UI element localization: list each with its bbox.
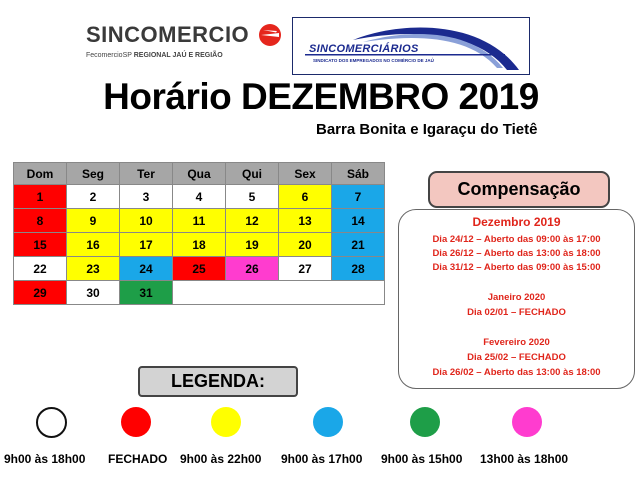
calendar-day-19: 19: [226, 233, 279, 257]
december-calendar: [13, 162, 385, 305]
calendar-day-20: 20: [279, 233, 332, 257]
legend-blu-dot-icon: [313, 407, 343, 437]
calendar-day-22: 22: [14, 257, 67, 281]
calendar-body: [14, 185, 385, 305]
calendar-day-13: 13: [279, 209, 332, 233]
calendar-day-29: 29: [14, 281, 67, 305]
calendar-empty-cell: [173, 281, 385, 305]
sincomerciarios-logo: [292, 17, 530, 75]
calendar-day-26: 26: [226, 257, 279, 281]
calendar-day-1: 1: [14, 185, 67, 209]
legend-label: 9h00 às 15h00: [381, 452, 463, 466]
sincomercio-brand: SINCOMERCIO: [86, 22, 250, 47]
calendar-day-6: 6: [279, 185, 332, 209]
calendar-day-24: 24: [120, 257, 173, 281]
sincomercio-emblem-icon: [258, 23, 282, 47]
calendar-day-23: 23: [67, 257, 120, 281]
legend-heading: LEGENDA:: [138, 366, 298, 397]
calendar-day-18: 18: [173, 233, 226, 257]
calendar-day-21: 21: [332, 233, 385, 257]
calendar-week-row: [14, 281, 385, 305]
compensacao-box: [398, 209, 635, 389]
calendar-header-dom: Dom: [14, 163, 67, 185]
calendar-day-9: 9: [67, 209, 120, 233]
calendar-header-ter: Ter: [120, 163, 173, 185]
legend-red-dot-icon: [121, 407, 151, 437]
calendar-day-14: 14: [332, 209, 385, 233]
page-title: Horário DEZEMBRO 2019: [103, 76, 539, 117]
calendar-header-sex: Sex: [279, 163, 332, 185]
calendar-day-31: 31: [120, 281, 173, 305]
legend-label: 13h00 às 18h00: [480, 452, 569, 466]
calendar-day-10: 10: [120, 209, 173, 233]
legend-yel-dot-icon: [211, 407, 241, 437]
calendar-day-27: 27: [279, 257, 332, 281]
calendar-day-7: 7: [332, 185, 385, 209]
calendar-day-30: 30: [67, 281, 120, 305]
compensacao-line: Dia 26/12 – Aberto das 13:00 às 18:00: [432, 248, 601, 259]
compensacao-line: Janeiro 2020: [487, 292, 546, 303]
calendar-week-row: [14, 233, 385, 257]
calendar-header-qui: Qui: [226, 163, 279, 185]
calendar-day-25: 25: [173, 257, 226, 281]
calendar-day-2: 2: [67, 185, 120, 209]
calendar-header-qua: Qua: [173, 163, 226, 185]
calendar-header-seg: Seg: [67, 163, 120, 185]
legend-pnk-dot-icon: [512, 407, 542, 437]
calendar-header-row: [14, 163, 385, 185]
legend-label: 9h00 às 17h00: [281, 452, 363, 466]
sincomerciarios-brand: SINCOMERCIÁRIOS: [309, 43, 419, 55]
legend-label: 9h00 às 18h00: [4, 452, 86, 466]
calendar-day-28: 28: [332, 257, 385, 281]
legend-wht-dot-icon: [36, 407, 67, 438]
legend-label: FECHADO: [108, 452, 168, 466]
calendar-day-4: 4: [173, 185, 226, 209]
legend-label: 9h00 às 22h00: [180, 452, 262, 466]
compensacao-line: Fevereiro 2020: [483, 337, 550, 348]
compensacao-line: Dia 02/01 – FECHADO: [467, 307, 566, 318]
calendar-day-11: 11: [173, 209, 226, 233]
compensacao-heading: Compensação: [428, 171, 610, 208]
calendar-week-row: [14, 257, 385, 281]
compensacao-line: Dia 25/02 – FECHADO: [467, 352, 566, 363]
page-subtitle: Barra Bonita e Igaraçu do Tietê: [316, 121, 538, 138]
calendar-day-5: 5: [226, 185, 279, 209]
calendar-day-3: 3: [120, 185, 173, 209]
compensacao-line: Dia 26/02 – Aberto das 13:00 às 18:00: [432, 367, 601, 378]
sincomerciarios-subtitle: SINDICATO DOS EMPREGADOS NO COMÉRCIO DE JAÚ: [313, 58, 434, 63]
calendar-day-8: 8: [14, 209, 67, 233]
calendar-day-12: 12: [226, 209, 279, 233]
compensacao-line: Dia 31/12 – Aberto das 09:00 às 15:00: [432, 262, 601, 273]
calendar-day-15: 15: [14, 233, 67, 257]
calendar-day-17: 17: [120, 233, 173, 257]
calendar-day-16: 16: [67, 233, 120, 257]
sincomercio-logo: [86, 22, 286, 68]
compensacao-month-heading: Dezembro 2019: [472, 215, 561, 229]
legend-grn-dot-icon: [410, 407, 440, 437]
compensacao-line: Dia 24/12 – Aberto das 09:00 às 17:00: [432, 234, 601, 245]
calendar-week-row: [14, 185, 385, 209]
sincomercio-subtitle: FecomercioSP REGIONAL JAÚ E REGIÃO: [86, 52, 223, 59]
calendar-week-row: [14, 209, 385, 233]
calendar-header-sáb: Sáb: [332, 163, 385, 185]
